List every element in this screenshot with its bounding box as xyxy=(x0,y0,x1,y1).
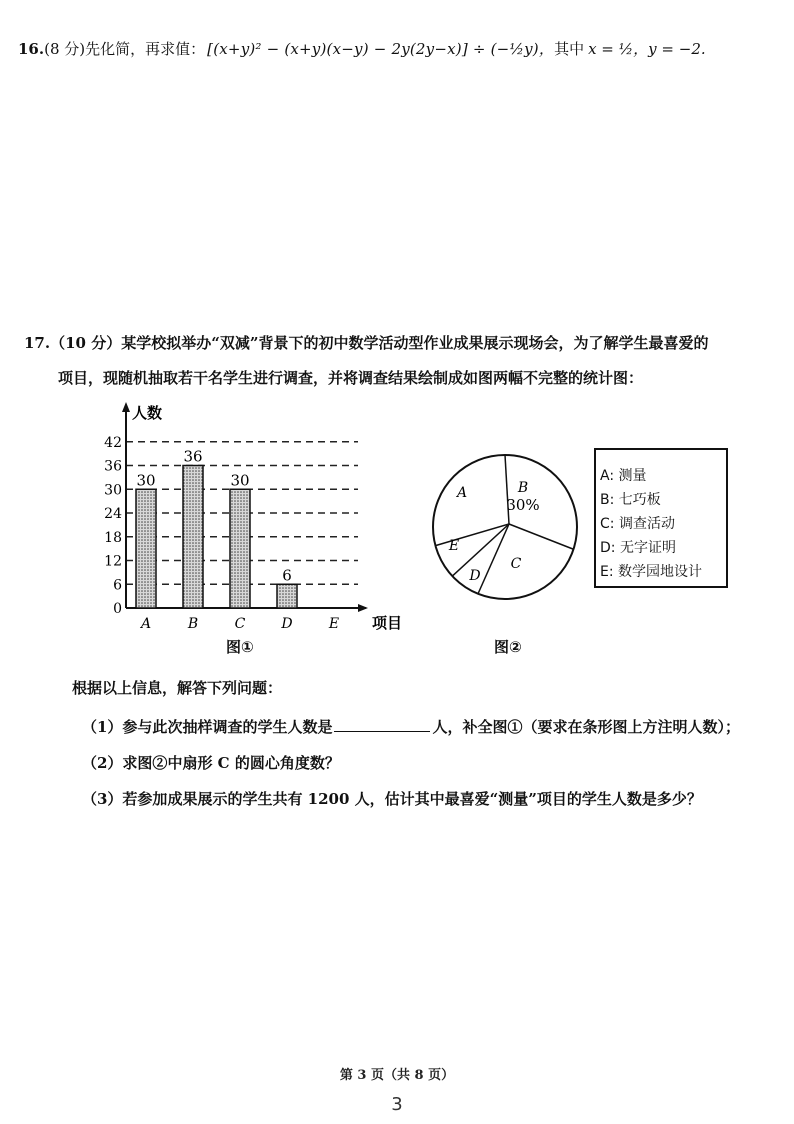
y-axis-arrow xyxy=(122,402,130,412)
x-tick-label-A: A xyxy=(140,616,152,632)
x-tick-label-B: B xyxy=(187,616,199,632)
pie-divider-2 xyxy=(478,524,509,594)
y-tick-label-42: 42 xyxy=(104,434,122,451)
bar-label-D: 6 xyxy=(282,566,292,585)
y-tick-label-6: 6 xyxy=(113,577,122,594)
pie-slice-percent-B: 30% xyxy=(506,496,540,514)
legend-item-a: A: 测量 xyxy=(600,468,647,484)
pie-slice-label-A: A xyxy=(456,485,468,501)
y-axis-label: 人数 xyxy=(132,404,163,422)
question-16-number: 16. xyxy=(18,39,45,58)
page-footer: 第 3 页（共 8 页） xyxy=(339,1068,455,1083)
question-16-prompt: 先化简，再求值： xyxy=(85,40,206,58)
pie-legend xyxy=(594,448,728,588)
bar-B xyxy=(183,466,203,609)
legend-item-d: D: 无字证明 xyxy=(600,540,676,556)
question-16-points: (8 分) xyxy=(44,40,86,58)
question-17-line1: 17.（10 分）某学校拟举办“双减”背景下的初中数学活动型作业成果展示现场会，为了解学生最喜爱的 xyxy=(24,334,709,352)
y-tick-label-0: 0 xyxy=(113,601,122,617)
pie-chart xyxy=(420,442,590,612)
x-axis-arrow xyxy=(358,604,368,612)
question-16-condition: x = ½，y = −2. xyxy=(588,40,706,58)
figure-1-caption: 图① xyxy=(226,638,254,656)
legend-item-c: C: 调查活动 xyxy=(600,516,675,532)
bar-C xyxy=(230,489,250,608)
page-number: 3 xyxy=(391,1094,403,1115)
y-tick-label-12: 12 xyxy=(104,553,122,570)
legend-item-b: B: 七巧板 xyxy=(600,492,661,508)
bar-A xyxy=(136,489,156,608)
y-tick-label-18: 18 xyxy=(104,529,122,546)
pie-slice-label-B: B xyxy=(517,480,529,496)
sub-question-2: （2）求图②中扇形 C 的圆心角度数？ xyxy=(82,754,340,772)
bar-chart-svg xyxy=(96,398,416,668)
figure-2-caption: 图② xyxy=(494,638,522,656)
bar-chart xyxy=(96,398,416,668)
bar-label-C: 30 xyxy=(230,471,250,490)
pie-chart-svg xyxy=(420,442,590,612)
pie-slice-label-E: E xyxy=(448,538,460,554)
question-16 xyxy=(18,38,788,59)
question-16-condition-label: 其中 xyxy=(554,40,585,58)
x-tick-label-C: C xyxy=(234,616,246,632)
questions-intro: 根据以上信息，解答下列问题： xyxy=(72,679,283,697)
y-tick-label-30: 30 xyxy=(104,482,122,499)
pie-slice-label-C: C xyxy=(510,556,522,572)
answer-blank[interactable] xyxy=(334,717,430,732)
pie-divider-1 xyxy=(509,524,573,549)
question-16-expression: [(x+y)² − (x+y)(x−y) − 2y(2y−x)] ÷ (−½y)， xyxy=(207,40,555,58)
x-tick-label-E: E xyxy=(328,616,340,632)
legend-item-e: E: 数学园地设计 xyxy=(600,564,703,580)
y-tick-label-24: 24 xyxy=(104,506,122,522)
pie-slice-label-D: D xyxy=(469,568,481,584)
x-tick-label-D: D xyxy=(281,616,293,632)
bar-label-B: 36 xyxy=(183,447,203,466)
y-tick-label-36: 36 xyxy=(104,458,122,475)
x-axis-label: 项目 xyxy=(372,614,403,632)
bar-label-A: 30 xyxy=(136,471,156,490)
sub-question-1: （1）参与此次抽样调查的学生人数是 人，补全图①（要求在条形图上方注明人数）； xyxy=(82,718,740,736)
question-17-line2: 项目，现随机抽取若干名学生进行调查，并将调查结果绘制成如图两幅不完整的统计图： xyxy=(58,369,644,387)
sub-question-3: （3）若参加成果展示的学生共有 1200 人，估计其中最喜爱“测量”项目的学生人数是多少？ xyxy=(82,790,702,808)
bar-D xyxy=(277,584,297,608)
